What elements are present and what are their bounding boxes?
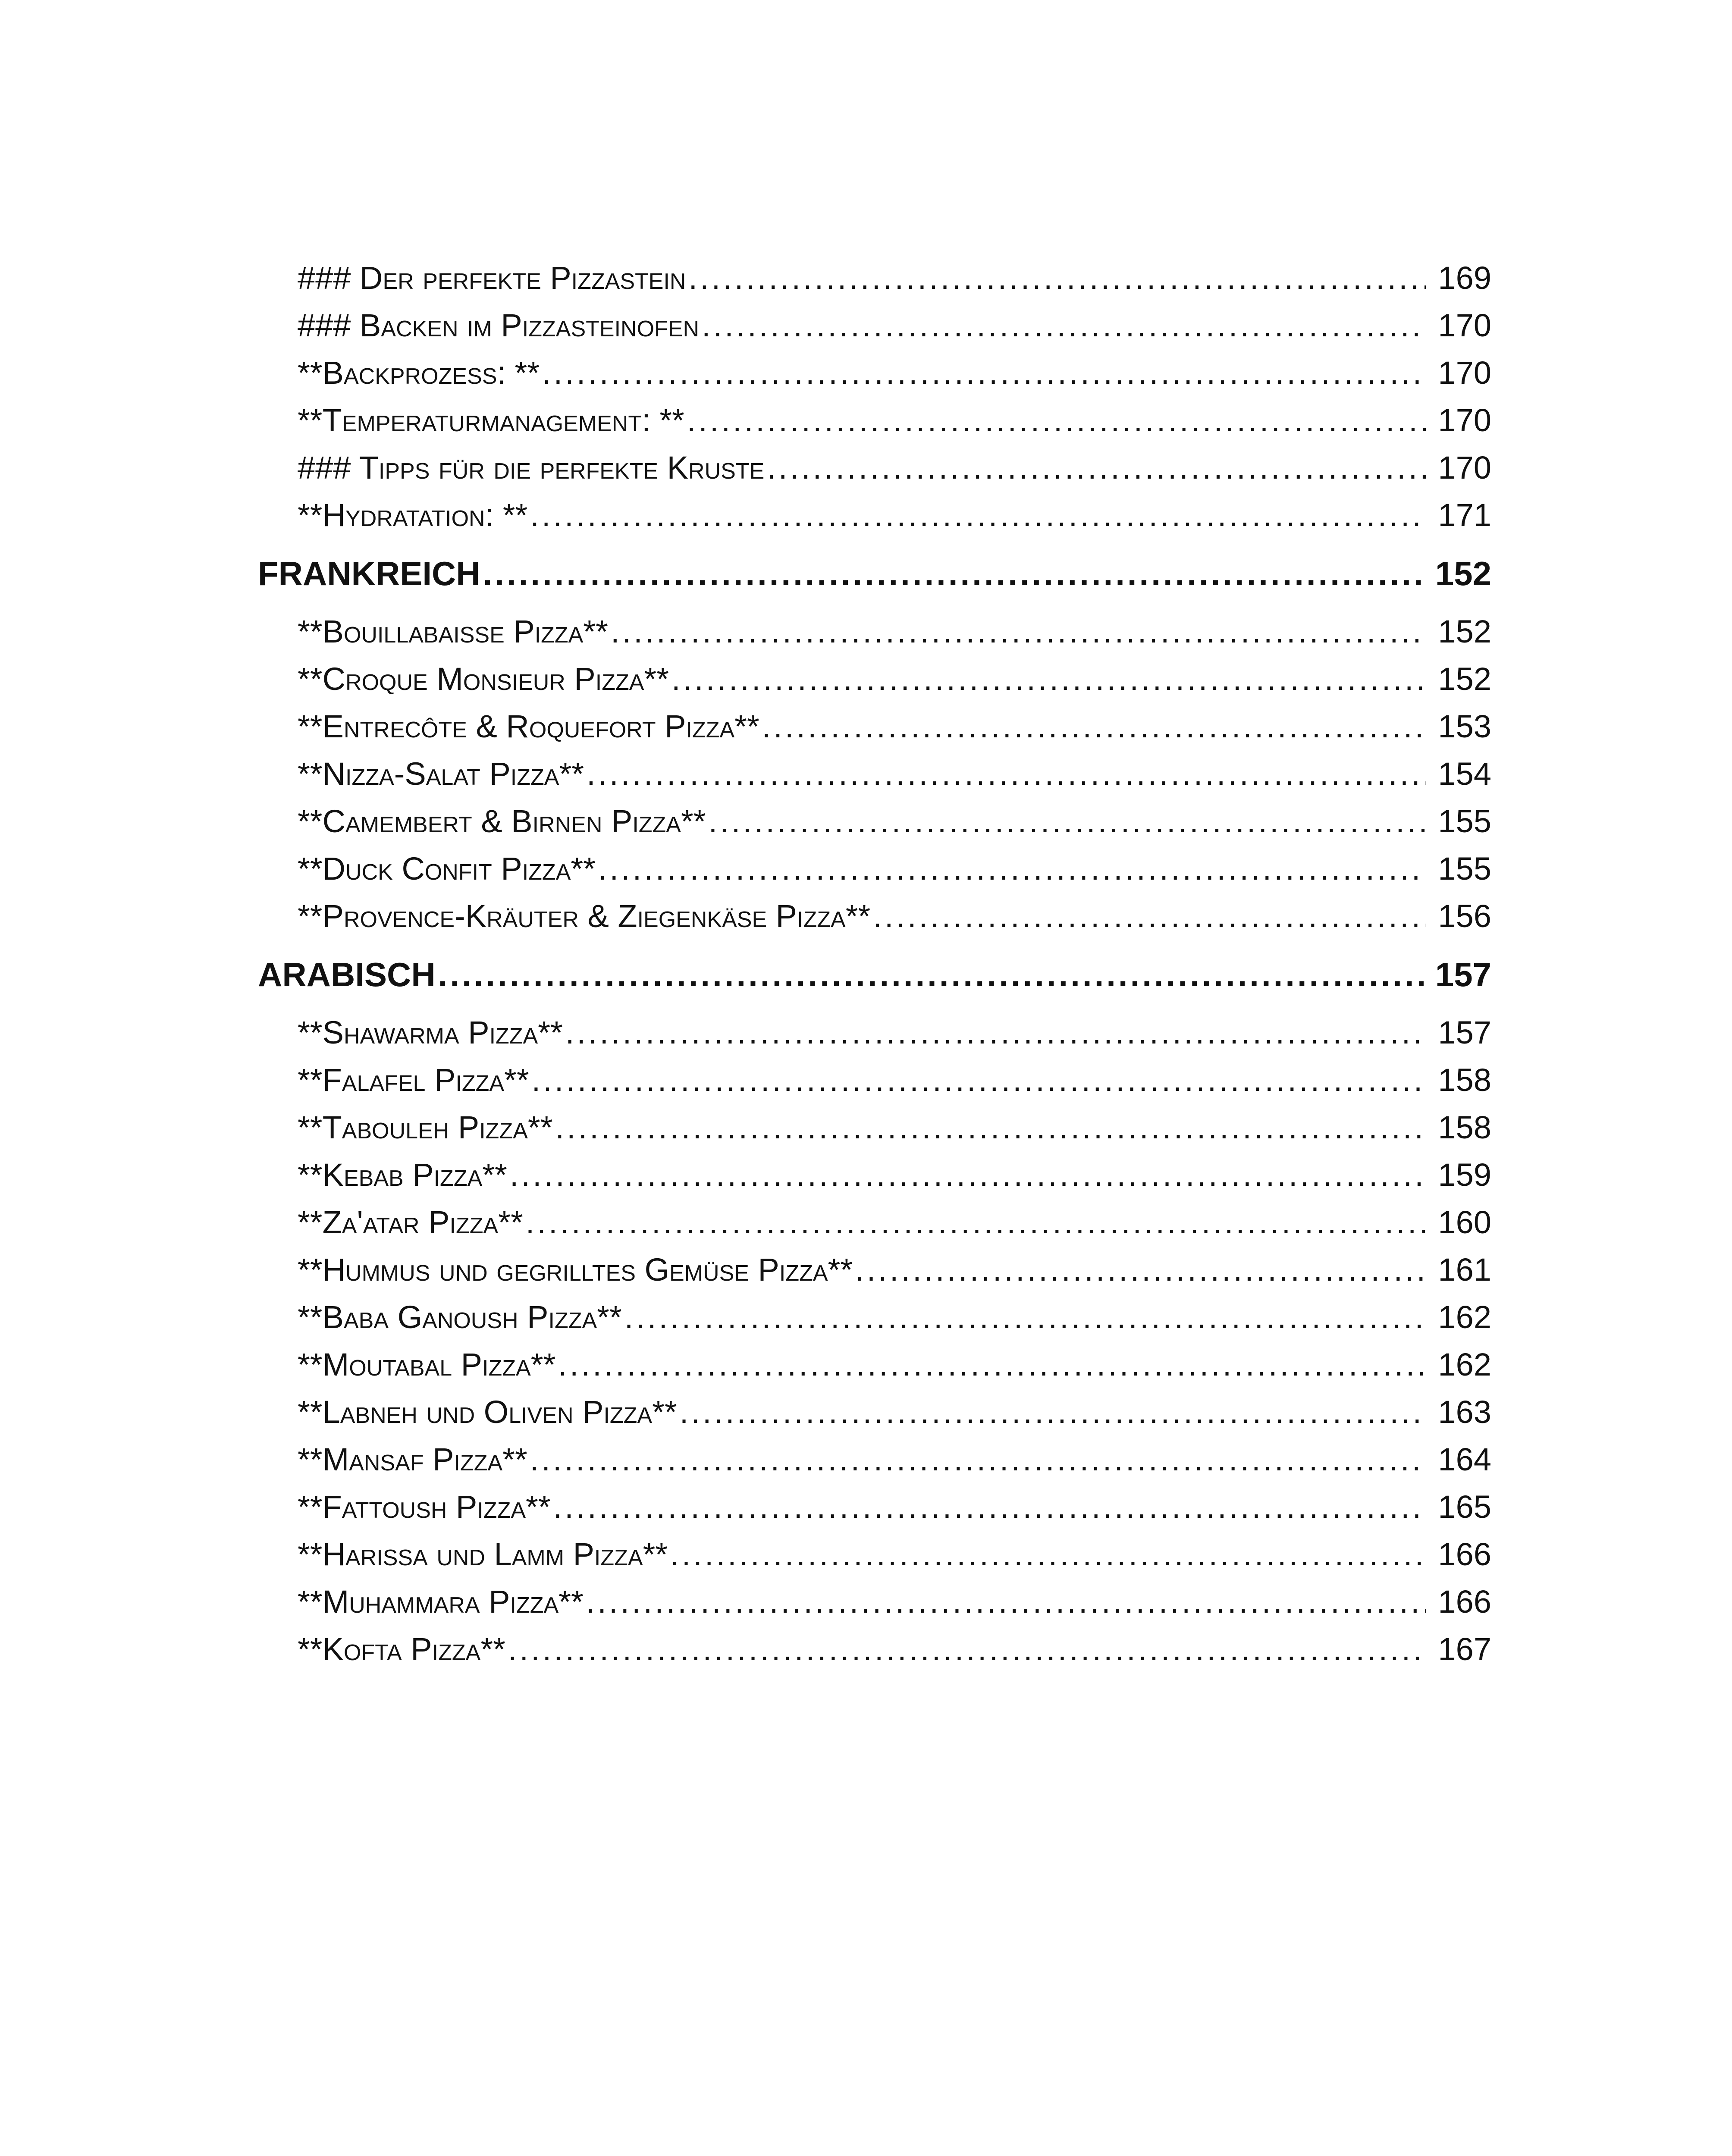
dot-leader [873, 893, 1426, 940]
toc-entry-title: **Falafel Pizza** [298, 1062, 529, 1098]
dot-leader [709, 798, 1426, 845]
toc-page-number: 170 [1438, 355, 1491, 391]
toc-entry [258, 254, 1491, 302]
toc-entry [258, 1009, 1491, 1056]
toc-entry-title: **Za'atar Pizza** [298, 1204, 523, 1240]
dot-leader [532, 1056, 1426, 1104]
dot-leader [702, 302, 1426, 349]
toc-entry-title: **Shawarma Pizza** [298, 1015, 563, 1050]
toc-entry-title: **Mansaf Pizza** [298, 1442, 527, 1477]
toc-page-number: 152 [1435, 555, 1491, 592]
dot-leader [565, 1009, 1426, 1056]
toc-page-number: 157 [1438, 1015, 1491, 1050]
toc-entry-title: ARABISCH [258, 956, 436, 993]
dot-leader [670, 1531, 1426, 1578]
toc-entry [258, 1294, 1491, 1341]
dot-leader [508, 1626, 1426, 1673]
toc-entry [258, 1578, 1491, 1626]
toc-entry-title: **Backprozess: ** [298, 355, 540, 391]
toc-entry [258, 1151, 1491, 1199]
toc-page-number: 155 [1438, 803, 1491, 839]
toc-entry [258, 302, 1491, 349]
toc-page-number: 166 [1438, 1584, 1491, 1620]
toc-entry [258, 492, 1491, 539]
toc-entry-title: **Labneh und Oliven Pizza** [298, 1394, 677, 1430]
toc-page-number: 164 [1438, 1442, 1491, 1477]
toc-page-number: 153 [1438, 708, 1491, 744]
table-of-contents [258, 254, 1491, 1673]
toc-page-number: 162 [1438, 1299, 1491, 1335]
toc-entry-title: **Kofta Pizza** [298, 1631, 505, 1667]
dot-leader [611, 608, 1426, 655]
dot-leader [855, 1246, 1426, 1294]
dot-leader [767, 444, 1426, 492]
toc-page-number: 166 [1438, 1536, 1491, 1572]
toc-entry-title: **Baba Ganoush Pizza** [298, 1299, 622, 1335]
toc-entry [258, 893, 1491, 940]
toc-entry [258, 444, 1491, 492]
toc-entry-title: **Fattoush Pizza** [298, 1489, 551, 1525]
toc-entry [258, 1626, 1491, 1673]
dot-leader [687, 397, 1426, 444]
toc-entry [258, 608, 1491, 655]
toc-entry-title: ### Backen im Pizzasteinofen [298, 307, 700, 343]
toc-entry-title: **Croque Monsieur Pizza** [298, 661, 669, 697]
toc-page-number: 162 [1438, 1347, 1491, 1382]
toc-page-number: 171 [1438, 497, 1491, 533]
toc-page-number: 167 [1438, 1631, 1491, 1667]
dot-leader [530, 1436, 1426, 1483]
toc-page-number: 169 [1438, 260, 1491, 296]
toc-page-number: 156 [1438, 898, 1491, 934]
dot-leader [553, 1483, 1426, 1531]
toc-entry [258, 349, 1491, 397]
dot-leader [587, 750, 1426, 798]
toc-page-number: 170 [1438, 402, 1491, 438]
dot-leader [680, 1388, 1426, 1436]
dot-leader [671, 655, 1426, 703]
dot-leader [586, 1578, 1426, 1626]
toc-page-number: 160 [1438, 1204, 1491, 1240]
toc-entry [258, 1341, 1491, 1388]
toc-entry [258, 1104, 1491, 1151]
toc-entry [258, 1483, 1491, 1531]
toc-page-number: 170 [1438, 307, 1491, 343]
dot-leader [555, 1104, 1426, 1151]
dot-leader [530, 492, 1426, 539]
dot-leader [762, 703, 1426, 750]
toc-page-number: 159 [1438, 1157, 1491, 1193]
toc-page-number: 157 [1435, 956, 1491, 993]
dot-leader [542, 349, 1426, 397]
toc-entry [258, 845, 1491, 893]
toc-entry [258, 1246, 1491, 1294]
toc-entry [258, 1388, 1491, 1436]
dot-leader [438, 940, 1426, 1009]
dot-leader [598, 845, 1426, 893]
toc-page-number: 158 [1438, 1062, 1491, 1098]
toc-entry [258, 1531, 1491, 1578]
toc-entry-title: **Kebab Pizza** [298, 1157, 507, 1193]
dot-leader [483, 539, 1426, 608]
toc-entry-title: ### Der perfekte Pizzastein [298, 260, 686, 296]
dot-leader [624, 1294, 1426, 1341]
toc-page-number: 152 [1438, 661, 1491, 697]
toc-entry-title: **Muhammara Pizza** [298, 1584, 584, 1620]
toc-entry [258, 750, 1491, 798]
toc-entry-title: ### Tipps für die perfekte Kruste [298, 450, 765, 486]
toc-entry-title: **Tabouleh Pizza** [298, 1109, 553, 1145]
toc-page-number: 163 [1438, 1394, 1491, 1430]
toc-section-heading [258, 940, 1491, 1009]
toc-page-number: 161 [1438, 1252, 1491, 1288]
toc-section-heading [258, 539, 1491, 608]
toc-page-number: 152 [1438, 614, 1491, 649]
toc-entry-title: **Entrecôte & Roquefort Pizza** [298, 708, 759, 744]
toc-entry [258, 655, 1491, 703]
toc-page-number: 155 [1438, 851, 1491, 887]
toc-entry [258, 703, 1491, 750]
toc-entry-title: **Hummus und gegrilltes Gemüse Pizza** [298, 1252, 853, 1288]
toc-page-number: 170 [1438, 450, 1491, 486]
toc-entry-title: **Moutabal Pizza** [298, 1347, 556, 1382]
dot-leader [526, 1199, 1426, 1246]
toc-entry [258, 397, 1491, 444]
toc-page-number: 165 [1438, 1489, 1491, 1525]
toc-entry-title: **Bouillabaisse Pizza** [298, 614, 608, 649]
toc-entry [258, 1056, 1491, 1104]
toc-entry-title: **Provence-Kräuter & Ziegenkäse Pizza** [298, 898, 871, 934]
dot-leader [510, 1151, 1426, 1199]
toc-entry [258, 1199, 1491, 1246]
dot-leader [688, 254, 1426, 302]
toc-entry-title: **Hydratation: ** [298, 497, 528, 533]
dot-leader [558, 1341, 1426, 1388]
toc-page-number: 158 [1438, 1109, 1491, 1145]
toc-entry-title: **Temperaturmanagement: ** [298, 402, 684, 438]
toc-entry [258, 798, 1491, 845]
toc-entry-title: **Harissa und Lamm Pizza** [298, 1536, 668, 1572]
toc-entry-title: **Camembert & Birnen Pizza** [298, 803, 706, 839]
toc-page-number: 154 [1438, 756, 1491, 792]
toc-entry [258, 1436, 1491, 1483]
toc-entry-title: **Duck Confit Pizza** [298, 851, 596, 887]
toc-entry-title: FRANKREICH [258, 555, 480, 592]
toc-entry-title: **Nizza-Salat Pizza** [298, 756, 584, 792]
